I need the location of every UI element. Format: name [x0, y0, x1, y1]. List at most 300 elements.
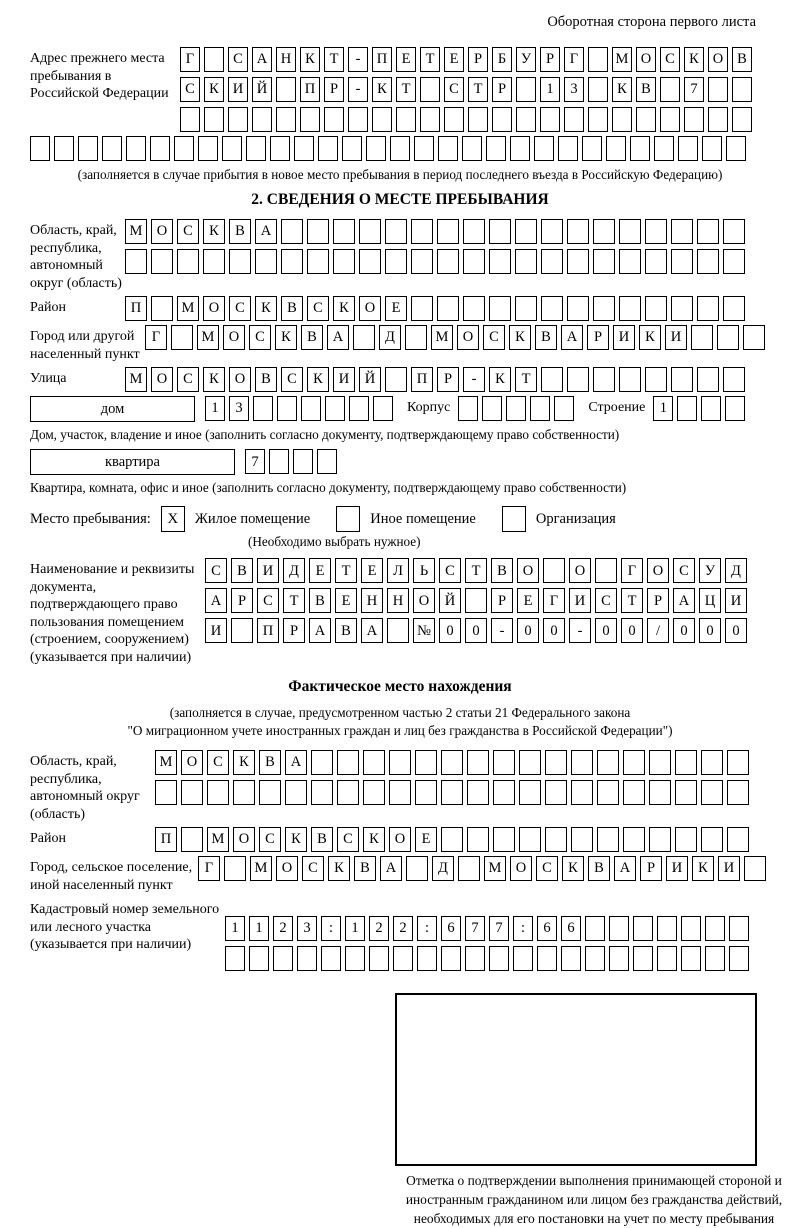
char-box: А: [327, 325, 349, 350]
house-number-row: [205, 396, 393, 421]
char-box: [675, 827, 697, 852]
char-box: П: [300, 77, 320, 102]
char-box: И: [665, 325, 687, 350]
char-box: [701, 827, 723, 852]
char-box: С: [660, 47, 680, 72]
prev-address-label: Адрес прежнего места пребывания в Российской Федерации: [30, 51, 169, 101]
char-box: [415, 780, 437, 805]
char-box: И: [718, 856, 740, 881]
document-row-2: [205, 588, 747, 613]
char-box: К: [204, 77, 224, 102]
region-row-2: [125, 249, 745, 274]
char-box: [333, 249, 355, 274]
actual-city-block: [30, 856, 770, 894]
char-box: [348, 107, 368, 132]
char-box: Й: [359, 367, 381, 392]
actual-region-row-1: [155, 750, 749, 775]
char-box: [311, 750, 333, 775]
char-box: Р: [231, 588, 253, 613]
char-box: Е: [396, 47, 416, 72]
char-box: [609, 916, 629, 941]
char-box: Г: [564, 47, 584, 72]
char-box: [567, 367, 589, 392]
prev-address-row-3: [180, 107, 752, 132]
char-box: [438, 136, 458, 161]
char-box: 0: [465, 618, 487, 643]
document-rows: [205, 558, 747, 643]
char-box: [732, 107, 752, 132]
char-box: [420, 77, 440, 102]
char-box: Н: [361, 588, 383, 613]
char-box: О: [203, 296, 225, 321]
stay-type-label: Место пребывания:: [30, 510, 151, 527]
actual-region-rows: [155, 750, 749, 805]
char-box: [228, 107, 248, 132]
char-box: В: [301, 325, 323, 350]
char-box: [233, 780, 255, 805]
char-box: С: [439, 558, 461, 583]
char-box: К: [612, 77, 632, 102]
char-box: [225, 946, 245, 971]
char-box: В: [354, 856, 376, 881]
street-label: Улица: [30, 371, 67, 387]
char-box: К: [639, 325, 661, 350]
char-box: -: [569, 618, 591, 643]
char-box: 3: [297, 916, 317, 941]
section2-title: 2. СВЕДЕНИЯ О МЕСТЕ ПРЕБЫВАНИЯ: [251, 191, 549, 209]
char-box: В: [588, 856, 610, 881]
char-box: К: [363, 827, 385, 852]
char-box: [561, 946, 581, 971]
char-box: [30, 136, 50, 161]
char-box: [489, 249, 511, 274]
char-box: [697, 296, 719, 321]
char-box: [516, 107, 536, 132]
house-block: [30, 396, 770, 422]
char-box: [437, 296, 459, 321]
char-box: [359, 219, 381, 244]
char-box: [657, 946, 677, 971]
char-box: К: [203, 219, 225, 244]
char-box: [588, 77, 608, 102]
char-box: -: [463, 367, 485, 392]
char-box: Н: [276, 47, 296, 72]
char-box: Д: [379, 325, 401, 350]
char-box: 0: [621, 618, 643, 643]
actual-district-label: Район: [30, 831, 66, 847]
stay-option-residential-checkbox: X: [161, 506, 185, 532]
char-box: [623, 827, 645, 852]
char-box: [177, 249, 199, 274]
char-box: [727, 750, 749, 775]
actual-city-row: [198, 856, 766, 881]
char-box: М: [612, 47, 632, 72]
char-box: [171, 325, 193, 350]
char-box: А: [673, 588, 695, 613]
char-box: [390, 136, 410, 161]
char-box: [204, 107, 224, 132]
char-box: [588, 107, 608, 132]
char-box: Т: [324, 47, 344, 72]
char-box: [385, 219, 407, 244]
char-box: С: [307, 296, 329, 321]
char-box: П: [155, 827, 177, 852]
char-box: [727, 827, 749, 852]
char-box: [595, 558, 617, 583]
char-box: 7: [684, 77, 704, 102]
char-box: В: [309, 588, 331, 613]
stay-option-organization-label: Организация: [535, 510, 616, 527]
char-box: [729, 946, 749, 971]
char-box: [405, 325, 427, 350]
char-box: У: [699, 558, 721, 583]
char-box: С: [229, 296, 251, 321]
char-box: Г: [621, 558, 643, 583]
char-box: К: [684, 47, 704, 72]
char-box: [564, 107, 584, 132]
stay-option-other-checkbox: [336, 506, 360, 532]
char-box: 1: [345, 916, 365, 941]
document-block: [30, 558, 770, 666]
char-box: У: [516, 47, 536, 72]
char-box: К: [372, 77, 392, 102]
char-box: К: [275, 325, 297, 350]
char-box: [541, 367, 563, 392]
char-box: [530, 396, 550, 421]
char-box: [281, 219, 303, 244]
char-box: И: [569, 588, 591, 613]
char-box: [174, 136, 194, 161]
document-label: Наименование и реквизиты документа, подтверждающего право пользования помещением (строением, сооружением) (указывается при наличии): [30, 562, 195, 665]
char-box: В: [335, 618, 357, 643]
char-box: [468, 107, 488, 132]
char-box: И: [257, 558, 279, 583]
char-box: [420, 107, 440, 132]
char-box: [373, 396, 393, 421]
char-box: Е: [517, 588, 539, 613]
char-box: [678, 136, 698, 161]
char-box: О: [517, 558, 539, 583]
char-box: [359, 249, 381, 274]
char-box: [597, 780, 619, 805]
char-box: [545, 780, 567, 805]
char-box: А: [309, 618, 331, 643]
char-box: [708, 107, 728, 132]
char-box: [198, 136, 218, 161]
actual-region-label: Область, край, республика, автономный округ (область): [30, 754, 140, 822]
char-box: К: [203, 367, 225, 392]
char-box: [229, 249, 251, 274]
char-box: А: [205, 588, 227, 613]
char-box: О: [510, 856, 532, 881]
char-box: О: [151, 219, 173, 244]
char-box: [204, 47, 224, 72]
char-box: А: [255, 219, 277, 244]
char-box: [486, 136, 506, 161]
char-box: [516, 77, 536, 102]
char-box: В: [259, 750, 281, 775]
char-box: [224, 856, 246, 881]
char-box: К: [692, 856, 714, 881]
char-box: О: [359, 296, 381, 321]
char-box: [301, 396, 321, 421]
region-label: Область, край, республика, автономный округ (область): [30, 223, 122, 291]
char-box: [567, 296, 589, 321]
char-box: [723, 367, 745, 392]
document-row-1: [205, 558, 747, 583]
char-box: [541, 219, 563, 244]
char-box: С: [207, 750, 229, 775]
char-box: [671, 367, 693, 392]
district-label: Район: [30, 300, 66, 316]
char-box: [585, 916, 605, 941]
char-box: Д: [283, 558, 305, 583]
char-box: [369, 946, 389, 971]
char-box: [671, 296, 693, 321]
actual-district-row: [155, 827, 749, 852]
char-box: [324, 107, 344, 132]
char-box: И: [333, 367, 355, 392]
char-box: 7: [465, 916, 485, 941]
char-box: [645, 249, 667, 274]
char-box: В: [231, 558, 253, 583]
char-box: [321, 946, 341, 971]
char-box: Р: [437, 367, 459, 392]
char-box: [463, 296, 485, 321]
char-box: В: [732, 47, 752, 72]
char-box: 2: [369, 916, 389, 941]
char-box: [482, 396, 502, 421]
char-box: Т: [283, 588, 305, 613]
char-box: [285, 780, 307, 805]
char-box: [723, 296, 745, 321]
char-box: [273, 946, 293, 971]
char-box: [657, 916, 677, 941]
char-box: [744, 856, 766, 881]
char-box: [180, 107, 200, 132]
char-box: [489, 296, 511, 321]
cadastral-rows: [225, 898, 749, 971]
char-box: [415, 750, 437, 775]
char-box: Р: [468, 47, 488, 72]
city-label: Город или другой населенный пункт: [30, 329, 140, 362]
actual-region-row-2: [155, 780, 749, 805]
char-box: С: [257, 588, 279, 613]
char-box: О: [233, 827, 255, 852]
char-box: [681, 946, 701, 971]
char-box: Р: [492, 77, 512, 102]
char-box: [249, 946, 269, 971]
char-box: В: [535, 325, 557, 350]
char-box: [411, 249, 433, 274]
char-box: [671, 249, 693, 274]
korpus-row: [458, 396, 574, 421]
cadastral-block: [30, 898, 770, 971]
char-box: [276, 77, 296, 102]
char-box: 2: [393, 916, 413, 941]
char-box: /: [647, 618, 669, 643]
char-box: [645, 296, 667, 321]
char-box: 1: [249, 916, 269, 941]
char-box: [701, 396, 721, 421]
char-box: К: [307, 367, 329, 392]
char-box: Й: [252, 77, 272, 102]
char-box: И: [666, 856, 688, 881]
char-box: [441, 946, 461, 971]
char-box: Н: [387, 588, 409, 613]
house-type-box: дом: [30, 396, 195, 422]
page-side-note: Оборотная сторона первого листа: [547, 14, 756, 30]
char-box: [619, 219, 641, 244]
char-box: [684, 107, 704, 132]
char-box: [729, 916, 749, 941]
char-box: С: [483, 325, 505, 350]
char-box: [269, 449, 289, 474]
char-box: Е: [335, 588, 357, 613]
char-box: [493, 750, 515, 775]
prev-address-rows: [180, 47, 752, 132]
char-box: Ь: [413, 558, 435, 583]
char-box: [411, 219, 433, 244]
char-box: [513, 946, 533, 971]
char-box: [515, 219, 537, 244]
char-box: [510, 136, 530, 161]
char-box: Й: [439, 588, 461, 613]
district-row: [125, 296, 745, 321]
char-box: [78, 136, 98, 161]
char-box: О: [229, 367, 251, 392]
char-box: 7: [489, 916, 509, 941]
char-box: [681, 916, 701, 941]
char-box: [353, 325, 375, 350]
char-box: А: [614, 856, 636, 881]
char-box: О: [223, 325, 245, 350]
char-box: С: [281, 367, 303, 392]
stamp-box: [395, 993, 757, 1166]
char-box: [102, 136, 122, 161]
char-box: [705, 916, 725, 941]
char-box: 2: [273, 916, 293, 941]
char-box: [372, 107, 392, 132]
char-box: П: [372, 47, 392, 72]
char-box: Р: [540, 47, 560, 72]
char-box: [677, 396, 697, 421]
char-box: [705, 946, 725, 971]
char-box: [588, 47, 608, 72]
char-box: [623, 780, 645, 805]
char-box: [417, 946, 437, 971]
char-box: А: [561, 325, 583, 350]
char-box: 0: [543, 618, 565, 643]
char-box: 1: [225, 916, 245, 941]
char-box: 3: [229, 396, 249, 421]
char-box: [541, 249, 563, 274]
char-box: [300, 107, 320, 132]
char-box: [702, 136, 722, 161]
char-box: [567, 249, 589, 274]
region-block: [30, 219, 770, 292]
street-row: [125, 367, 745, 392]
char-box: Т: [621, 588, 643, 613]
char-box: [675, 780, 697, 805]
char-box: Р: [587, 325, 609, 350]
apartment-type-box: квартира: [30, 449, 235, 475]
char-box: [606, 136, 626, 161]
char-box: В: [281, 296, 303, 321]
char-box: [743, 325, 765, 350]
stay-type-row: [30, 506, 770, 532]
char-box: [231, 618, 253, 643]
char-box: [150, 136, 170, 161]
char-box: [519, 750, 541, 775]
char-box: [701, 750, 723, 775]
char-box: [545, 827, 567, 852]
char-box: [458, 856, 480, 881]
char-box: [630, 136, 650, 161]
char-box: [151, 296, 173, 321]
char-box: [333, 219, 355, 244]
char-box: [543, 558, 565, 583]
char-box: [619, 367, 641, 392]
char-box: [593, 249, 615, 274]
stroenie-label: Строение: [588, 400, 646, 416]
prev-address-row-4: [30, 136, 770, 161]
char-box: С: [536, 856, 558, 881]
prev-address-note: (заполняется в случае прибытия в новое место пребывания в период последнего въезда в Российскую Федерацию): [77, 167, 723, 182]
char-box: [467, 750, 489, 775]
char-box: [255, 249, 277, 274]
char-box: Ц: [699, 588, 721, 613]
char-box: Е: [309, 558, 331, 583]
char-box: -: [491, 618, 513, 643]
char-box: [441, 780, 463, 805]
char-box: [393, 946, 413, 971]
char-box: Г: [543, 588, 565, 613]
char-box: [645, 219, 667, 244]
char-box: [363, 750, 385, 775]
char-box: К: [562, 856, 584, 881]
char-box: С: [259, 827, 281, 852]
char-box: 7: [245, 449, 265, 474]
char-box: [649, 750, 671, 775]
char-box: [458, 396, 478, 421]
char-box: [691, 325, 713, 350]
char-box: С: [337, 827, 359, 852]
korpus-label: Корпус: [407, 400, 451, 416]
char-box: [545, 750, 567, 775]
char-box: М: [431, 325, 453, 350]
char-box: [633, 946, 653, 971]
apartment-note: Квартира, комната, офис и иное (заполнить согласно документу, подтверждающему право собственности): [30, 480, 627, 496]
char-box: 1: [205, 396, 225, 421]
char-box: Р: [491, 588, 513, 613]
char-box: [294, 136, 314, 161]
char-box: [571, 827, 593, 852]
char-box: [342, 136, 362, 161]
stroenie-row: [653, 396, 745, 421]
char-box: Т: [465, 558, 487, 583]
char-box: :: [321, 916, 341, 941]
char-box: [708, 77, 728, 102]
char-box: [593, 367, 615, 392]
char-box: О: [276, 856, 298, 881]
char-box: [726, 136, 746, 161]
char-box: [414, 136, 434, 161]
char-box: [506, 396, 526, 421]
char-box: [515, 296, 537, 321]
char-box: [489, 946, 509, 971]
stamp-note: Отметка о подтверждении выполнения принимающей стороной и иностранным гражданином или лицом без гражданства действий, необходимых для его постановки на учет по месту пребывания: [405, 1173, 783, 1226]
